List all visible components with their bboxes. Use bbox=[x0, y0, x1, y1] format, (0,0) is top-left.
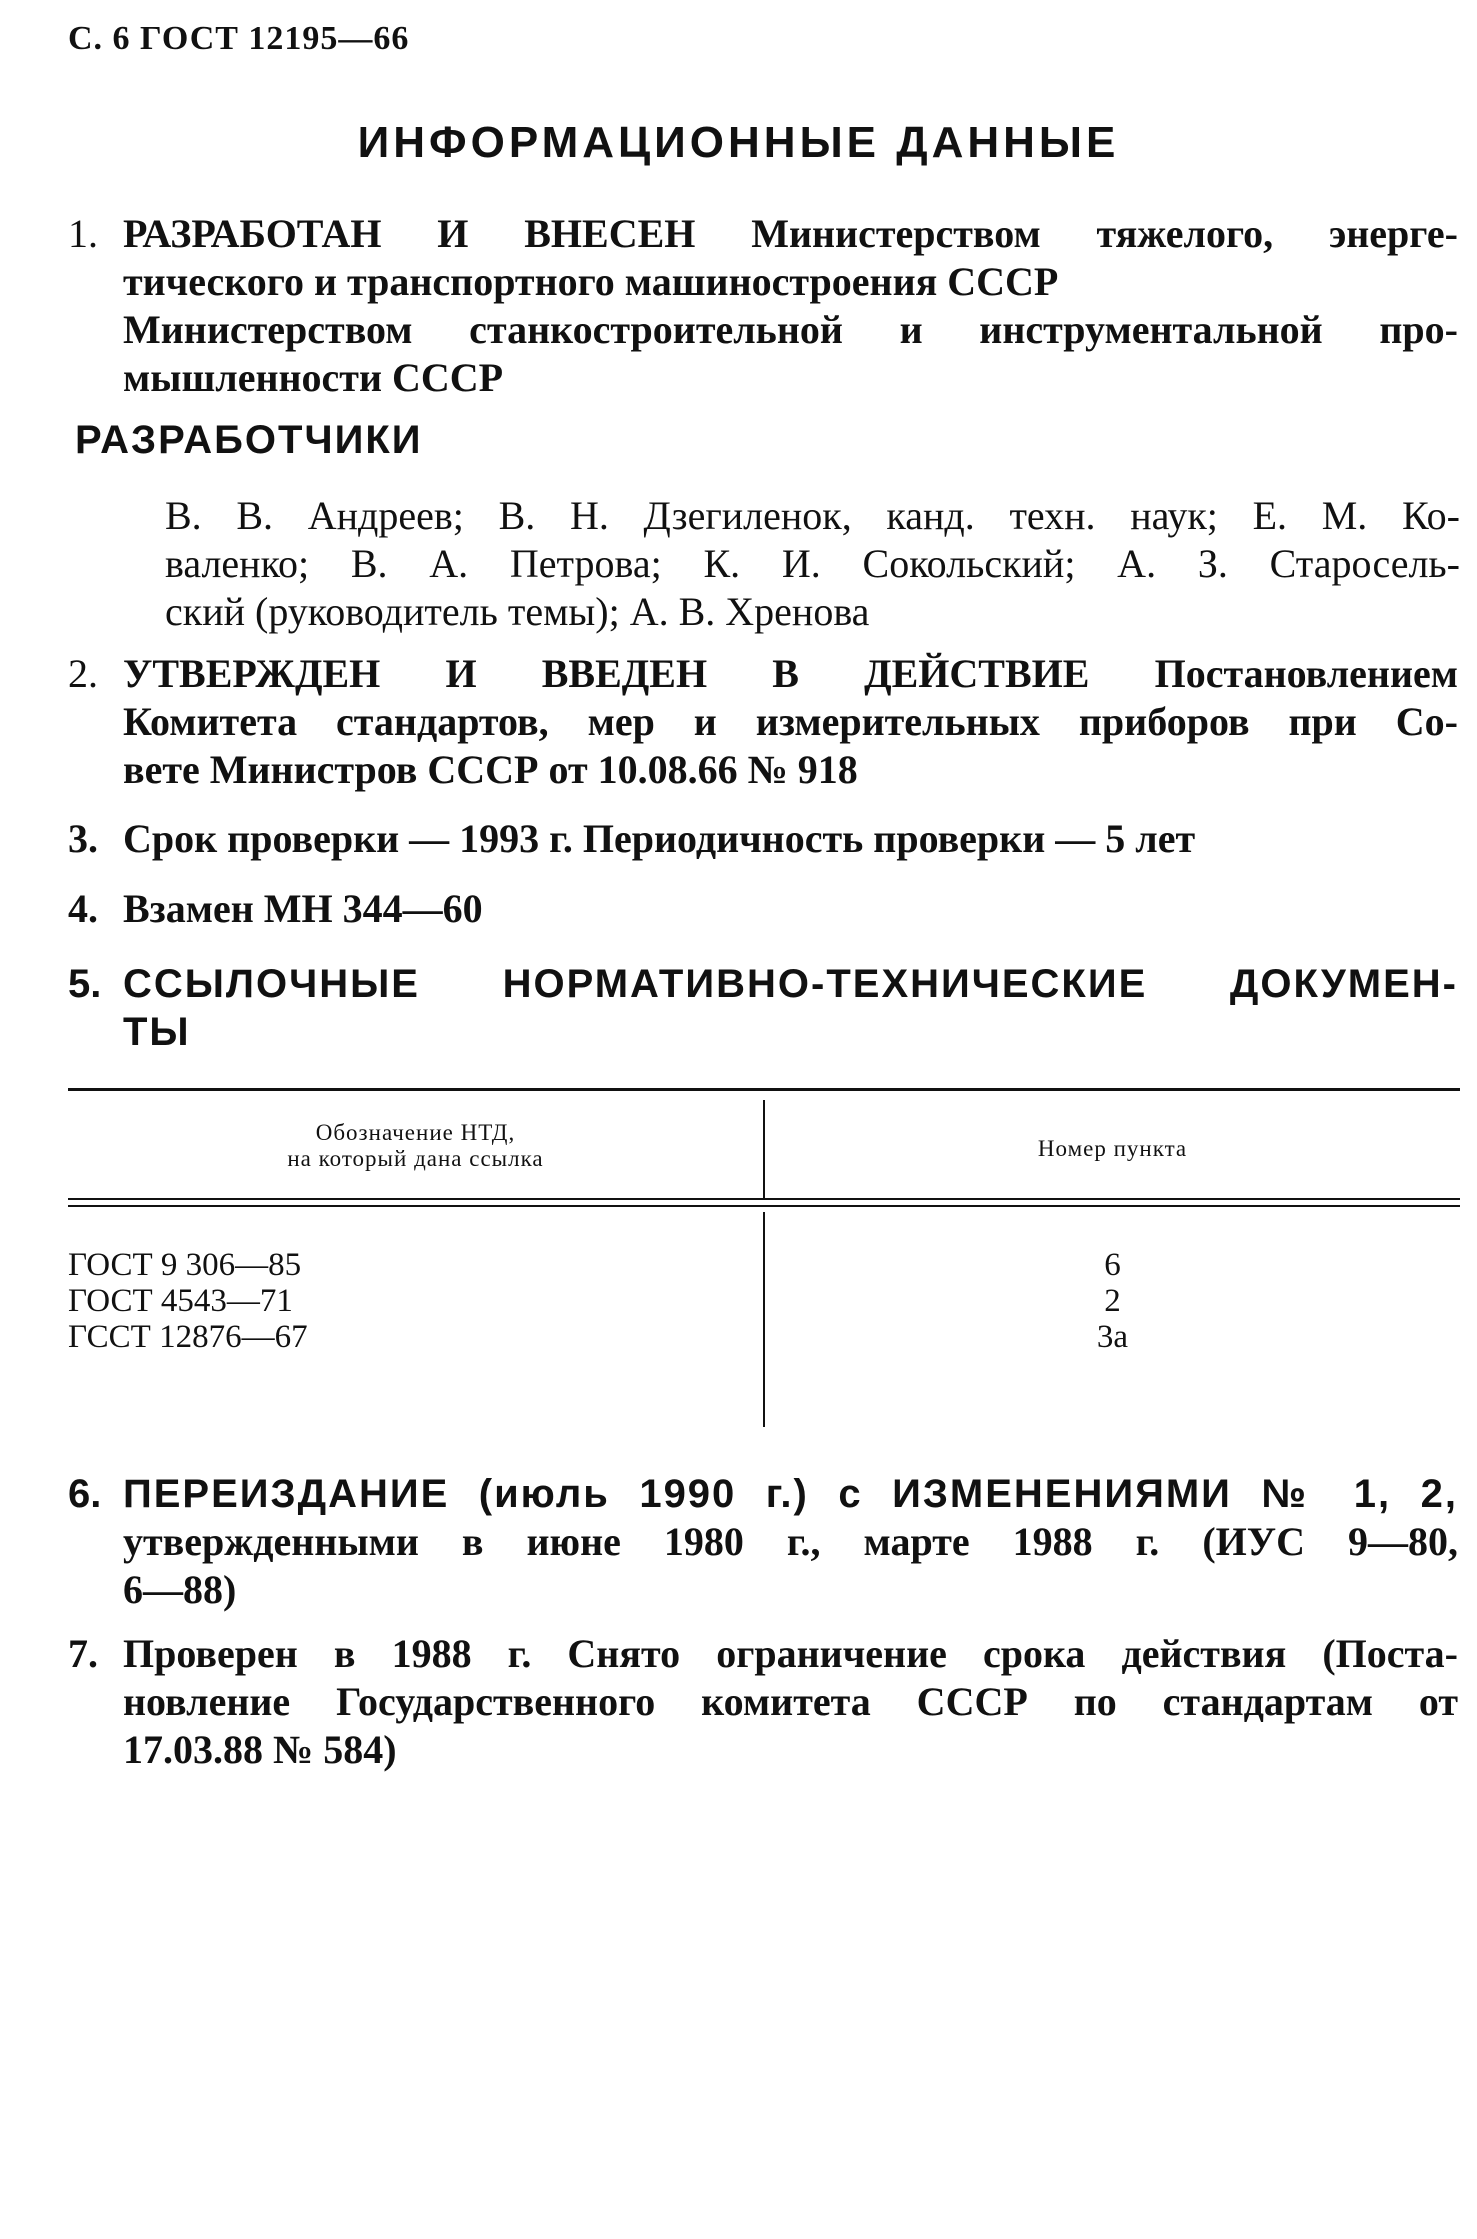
section-1-line: мышленности СССР bbox=[123, 355, 504, 400]
section-2-line: Комитета стандартов, мер и измерительных приборов при Со- bbox=[123, 699, 1458, 744]
section-5: 5. ССЫЛОЧНЫЕ НОРМАТИВНО-ТЕХНИЧЕСКИЕ ДОКУМЕН- ТЫ bbox=[68, 962, 1458, 1054]
section-6-line: 6—88) bbox=[123, 1567, 237, 1612]
section-7-line: 17.03.88 № 584) bbox=[123, 1727, 397, 1772]
table-cell-doc: ГОСТ 9 306—85 bbox=[68, 1247, 302, 1283]
table-header-doc: Обозначение НТД, на который дана ссылка bbox=[287, 1120, 544, 1171]
section-1-line: 1. РАЗРАБОТАН И ВНЕСЕН Министерством тяжелого, энерге- bbox=[68, 211, 1458, 256]
section-4-text: Взамен МН 344—60 bbox=[123, 886, 483, 931]
section-2-line: вете Министров СССР от 10.08.66 № 918 bbox=[123, 747, 858, 792]
page-header: С. 6 ГОСТ 12195—66 bbox=[68, 20, 410, 57]
table-row bbox=[68, 1247, 301, 1283]
section-1-line: тического и транспортного машиностроения СССР bbox=[123, 259, 1059, 304]
table-header-rule bbox=[68, 1205, 1460, 1207]
developers-list bbox=[165, 492, 1460, 636]
table-cell-item: 2 bbox=[1104, 1283, 1121, 1319]
table-header-rule bbox=[68, 1198, 1460, 1200]
developers-line: валенко; В. А. Петрова; К. И. Сокольский; А. З. Старосель- bbox=[165, 541, 1460, 586]
table-cell-doc: ГОСТ 4543—71 bbox=[68, 1283, 293, 1319]
section-2: 2. УТВЕРЖДЕН И ВВЕДЕН В ДЕЙСТВИЕ Постановлением Комитета стандартов, мер и измерительных приборов при Со- вете Министров СССР от 10.08.66 № 918 bbox=[68, 651, 1458, 792]
table-row bbox=[765, 1319, 1460, 1355]
table-row bbox=[68, 1283, 293, 1319]
table-row bbox=[68, 1319, 308, 1355]
table-cell-doc: ГССТ 12876—67 bbox=[68, 1319, 308, 1355]
section-7: 7. Проверен в 1988 г. Снято ограничение срока действия (Поста- новление Государственного комитета СССР по стандартам от 17.03.88 № 584) bbox=[68, 1631, 1458, 1772]
table-cell-item: 6 bbox=[1104, 1247, 1121, 1283]
section-1-line: Министерством станкостроительной и инструментальной про- bbox=[123, 307, 1458, 352]
section-7-line: новление Государственного комитета СССР по стандартам от bbox=[123, 1679, 1458, 1724]
section-5-line: ТЫ bbox=[123, 1010, 191, 1054]
section-4: 4. Взамен МН 344—60 bbox=[68, 886, 483, 931]
section-1 bbox=[68, 210, 1458, 402]
developers-line: ский (руководитель темы); А. В. Хренова bbox=[165, 589, 870, 634]
table-header-item: Номер пункта bbox=[1037, 1136, 1188, 1161]
page-title: ИНФОРМАЦИОННЫЕ ДАННЫЕ bbox=[357, 118, 1120, 167]
section-6-line: утвержденными в июне 1980 г., марте 1988 г. (ИУС 9—80, bbox=[123, 1519, 1458, 1564]
table-top-rule bbox=[68, 1088, 1460, 1091]
developers-line: В. В. Андреев; В. Н. Дзегиленок, канд. техн. наук; Е. М. Ко- bbox=[165, 493, 1460, 538]
section-3-text: Срок проверки — 1993 г. Периодичность проверки — 5 лет bbox=[123, 816, 1196, 861]
section-3: 3. Срок проверки — 1993 г. Периодичность проверки — 5 лет bbox=[68, 816, 1196, 861]
section-6: 6. ПЕРЕИЗДАНИЕ (июль 1990 г.) с ИЗМЕНЕНИЯМИ № 1, 2, утвержденными в июне 1980 г., марте 1988 г. (ИУС 9—80, 6—88) bbox=[68, 1472, 1458, 1612]
table-row bbox=[765, 1247, 1460, 1283]
table-cell-item: 3а bbox=[1096, 1319, 1129, 1355]
developers-heading: РАЗРАБОТЧИКИ bbox=[75, 418, 423, 462]
table-row bbox=[765, 1283, 1460, 1319]
